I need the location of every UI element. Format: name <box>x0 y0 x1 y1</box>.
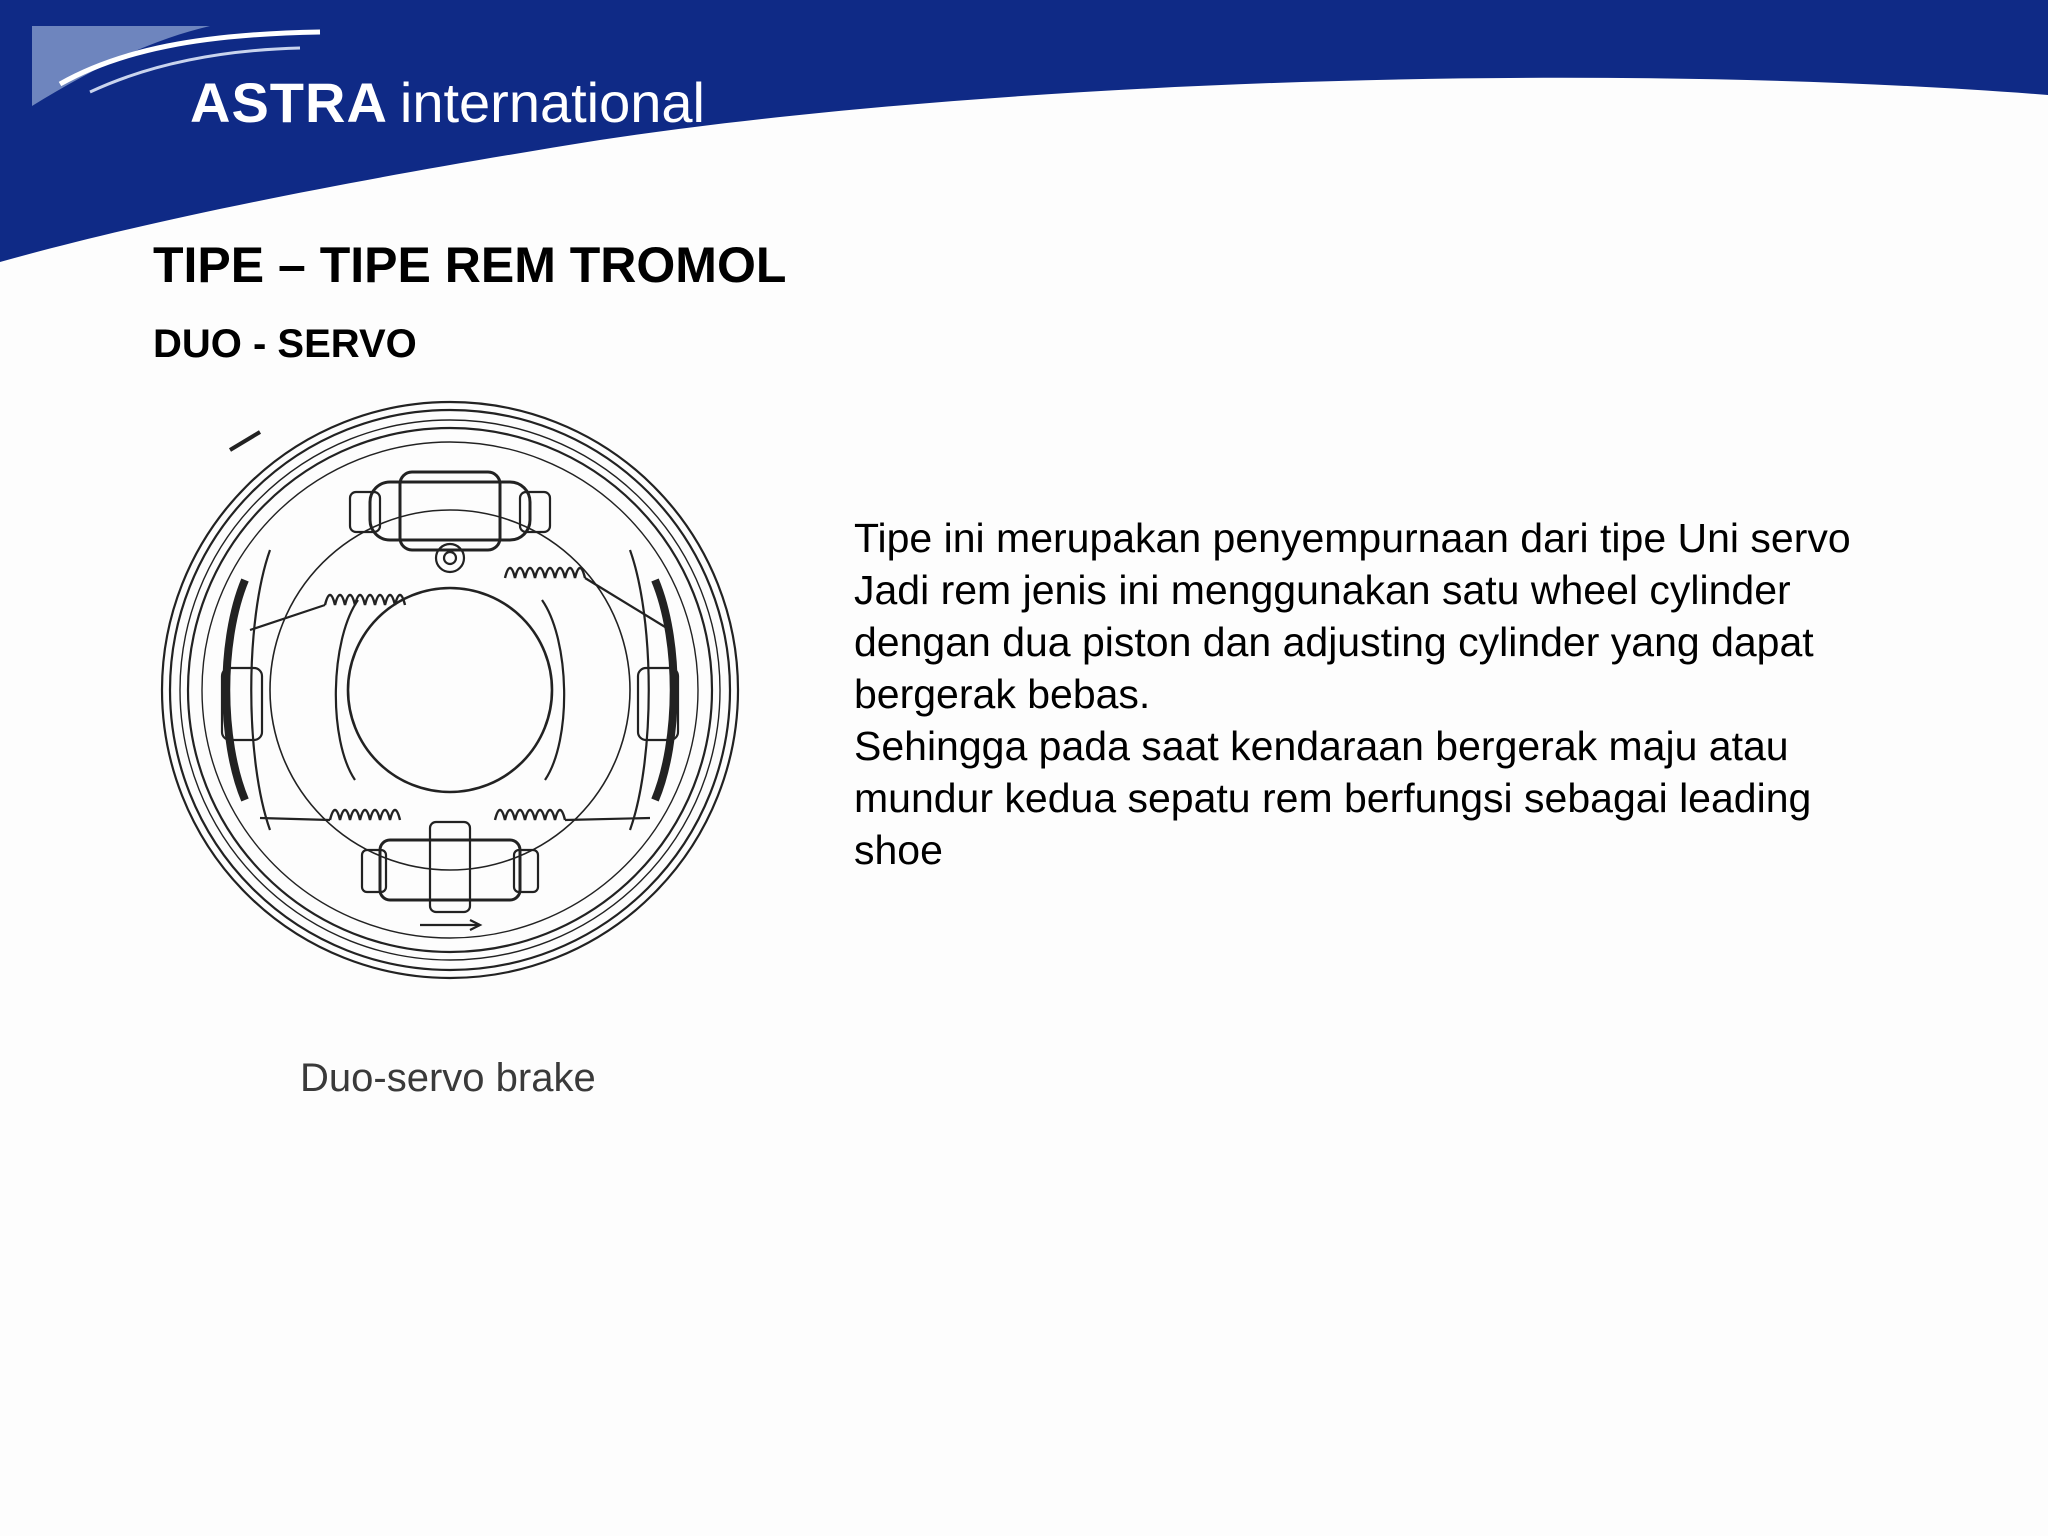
brand-name-strong: ASTRA <box>190 71 388 134</box>
description-line: Jadi rem jenis ini menggunakan satu wheel cylinder <box>854 567 1791 613</box>
brand-name-light: international <box>399 71 705 134</box>
description-line: bergerak bebas. <box>854 671 1151 717</box>
slide-title: TIPE – TIPE REM TROMOL <box>153 237 787 293</box>
description-line: dengan dua piston dan adjusting cylinder yang dapat <box>854 619 1814 665</box>
brand-logo <box>190 70 705 135</box>
description-line: shoe <box>854 827 943 873</box>
description-line: mundur kedua sepatu rem berfungsi sebagai leading <box>854 775 1812 821</box>
slide-subtitle: DUO - SERVO <box>153 322 417 366</box>
description-text <box>854 512 1994 876</box>
description-line: Sehingga pada saat kendaraan bergerak maju atau <box>854 723 1789 769</box>
duo-servo-brake-icon <box>150 400 770 1000</box>
figure-caption: Duo-servo brake <box>300 1056 596 1100</box>
description-line: Tipe ini merupakan penyempurnaan dari tipe Uni servo <box>854 515 1851 561</box>
